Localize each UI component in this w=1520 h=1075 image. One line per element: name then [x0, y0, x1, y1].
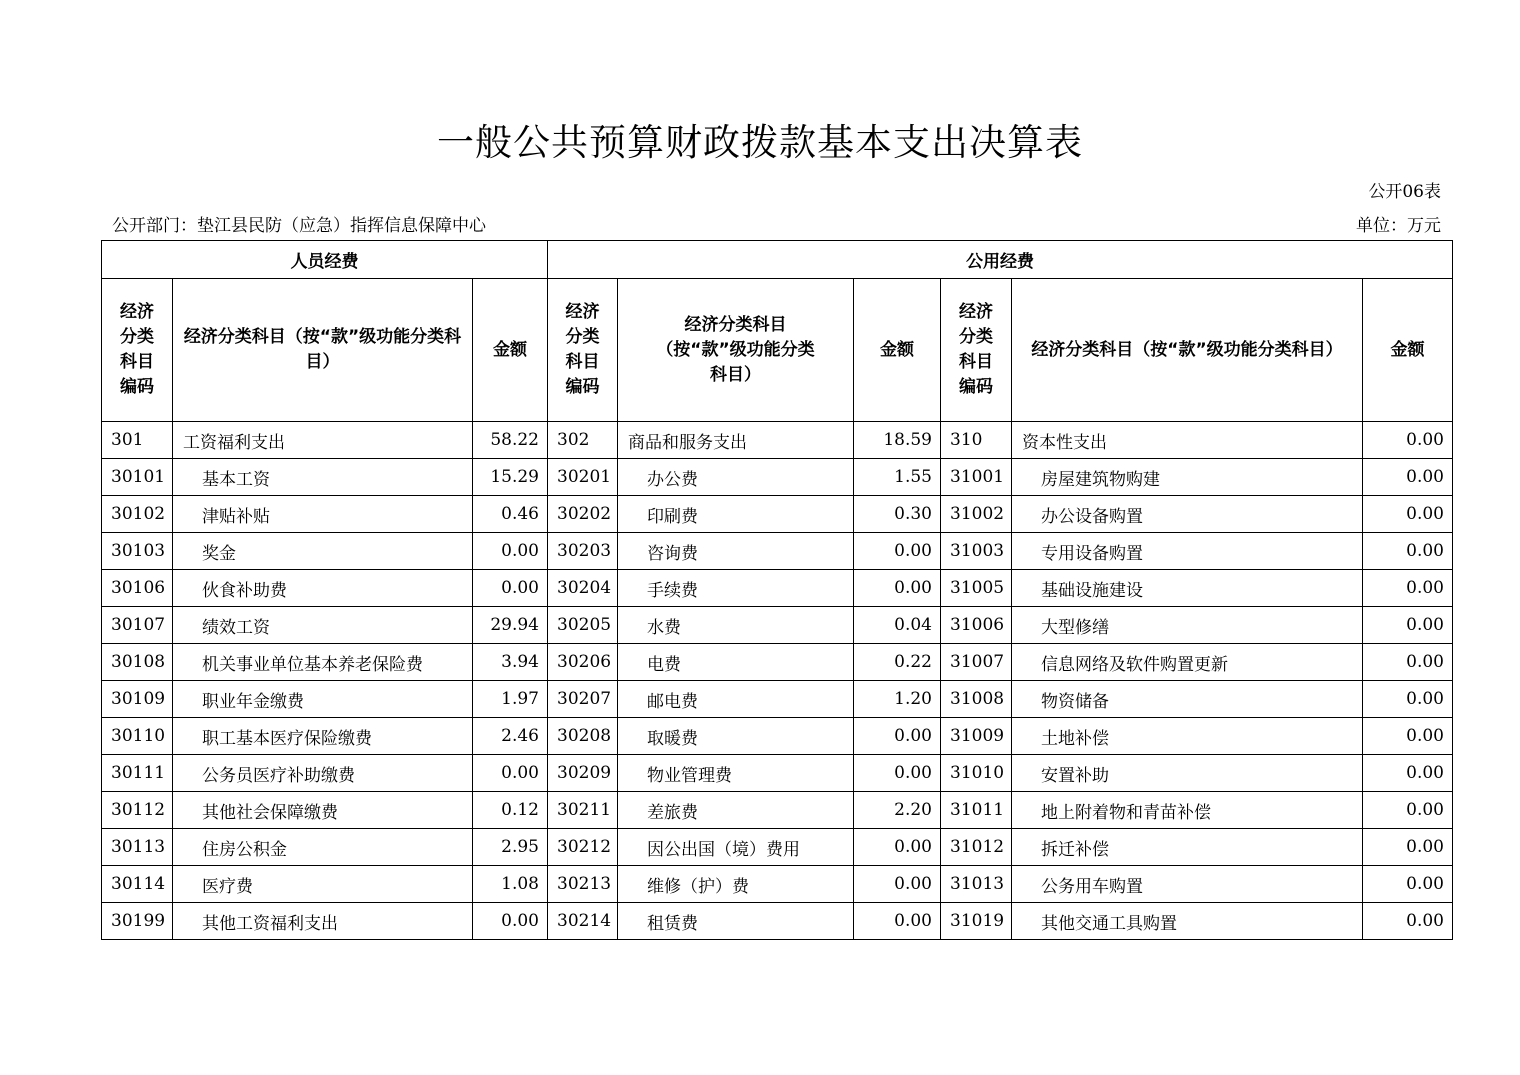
code-cell: 30199 — [102, 903, 173, 940]
name-cell: 其他社会保障缴费 — [173, 792, 473, 829]
amount-cell: 0.00 — [854, 903, 941, 940]
expenditure-table — [101, 240, 1453, 940]
name-cell: 工资福利支出 — [173, 422, 473, 459]
table-row — [102, 755, 1453, 792]
header-amount-3: 金额 — [1363, 279, 1453, 422]
name-cell: 邮电费 — [618, 681, 854, 718]
amount-cell: 1.20 — [854, 681, 941, 718]
amount-cell: 0.00 — [1363, 459, 1453, 496]
code-cell: 31002 — [941, 496, 1012, 533]
amount-cell: 1.08 — [473, 866, 548, 903]
amount-cell: 0.00 — [1363, 829, 1453, 866]
amount-cell: 29.94 — [473, 607, 548, 644]
table-row — [102, 422, 1453, 459]
amount-cell: 0.00 — [1363, 422, 1453, 459]
header-code-3: 经济分类科目编码 — [941, 279, 1012, 422]
name-cell: 房屋建筑物购建 — [1012, 459, 1363, 496]
form-number: 公开06表 — [1368, 182, 1441, 202]
amount-cell: 1.55 — [854, 459, 941, 496]
code-cell: 30112 — [102, 792, 173, 829]
amount-cell: 15.29 — [473, 459, 548, 496]
code-cell: 30203 — [548, 533, 618, 570]
amount-cell: 0.00 — [854, 829, 941, 866]
header-code-2: 经济分类科目编码 — [548, 279, 618, 422]
code-cell: 30108 — [102, 644, 173, 681]
header-name-1: 经济分类科目（按“款”级功能分类科目） — [173, 279, 473, 422]
code-cell: 31012 — [941, 829, 1012, 866]
name-cell: 办公设备购置 — [1012, 496, 1363, 533]
amount-cell: 0.00 — [1363, 681, 1453, 718]
amount-cell: 0.00 — [1363, 644, 1453, 681]
name-cell: 地上附着物和青苗补偿 — [1012, 792, 1363, 829]
group-personnel-header: 人员经费 — [102, 241, 548, 279]
amount-cell: 0.22 — [854, 644, 941, 681]
name-cell: 基本工资 — [173, 459, 473, 496]
amount-cell: 0.00 — [854, 570, 941, 607]
header-amount-2: 金额 — [854, 279, 941, 422]
table-row — [102, 570, 1453, 607]
code-cell: 30207 — [548, 681, 618, 718]
amount-cell: 0.00 — [1363, 792, 1453, 829]
name-cell: 公务员医疗补助缴费 — [173, 755, 473, 792]
code-cell: 301 — [102, 422, 173, 459]
name-cell: 印刷费 — [618, 496, 854, 533]
name-cell: 奖金 — [173, 533, 473, 570]
name-cell: 安置补助 — [1012, 755, 1363, 792]
name-cell: 物业管理费 — [618, 755, 854, 792]
name-cell: 差旅费 — [618, 792, 854, 829]
name-cell: 物资储备 — [1012, 681, 1363, 718]
name-cell: 大型修缮 — [1012, 607, 1363, 644]
department-label: 公开部门：垫江县民防（应急）指挥信息保障中心 — [112, 216, 486, 236]
name-cell: 电费 — [618, 644, 854, 681]
name-cell: 职业年金缴费 — [173, 681, 473, 718]
code-cell: 30103 — [102, 533, 173, 570]
code-cell: 30214 — [548, 903, 618, 940]
name-cell: 基础设施建设 — [1012, 570, 1363, 607]
amount-cell: 0.00 — [1363, 718, 1453, 755]
amount-cell: 0.00 — [1363, 903, 1453, 940]
amount-cell: 0.30 — [854, 496, 941, 533]
code-cell: 30204 — [548, 570, 618, 607]
name-cell: 职工基本医疗保险缴费 — [173, 718, 473, 755]
code-cell: 30113 — [102, 829, 173, 866]
code-cell: 30101 — [102, 459, 173, 496]
name-cell: 其他交通工具购置 — [1012, 903, 1363, 940]
header-name-2: 经济分类科目（按“款”级功能分类科目） — [618, 279, 854, 422]
code-cell: 31008 — [941, 681, 1012, 718]
name-cell: 信息网络及软件购置更新 — [1012, 644, 1363, 681]
name-cell: 专用设备购置 — [1012, 533, 1363, 570]
table-row — [102, 644, 1453, 681]
code-cell: 31007 — [941, 644, 1012, 681]
amount-cell: 0.00 — [473, 533, 548, 570]
name-cell: 住房公积金 — [173, 829, 473, 866]
code-cell: 31006 — [941, 607, 1012, 644]
code-cell: 30213 — [548, 866, 618, 903]
table-row — [102, 607, 1453, 644]
code-cell: 30111 — [102, 755, 173, 792]
amount-cell: 0.00 — [854, 755, 941, 792]
amount-cell: 0.00 — [1363, 866, 1453, 903]
name-cell: 伙食补助费 — [173, 570, 473, 607]
code-cell: 30106 — [102, 570, 173, 607]
header-name-3: 经济分类科目（按“款”级功能分类科目） — [1012, 279, 1363, 422]
code-cell: 30209 — [548, 755, 618, 792]
amount-cell: 0.04 — [854, 607, 941, 644]
amount-cell: 0.00 — [1363, 755, 1453, 792]
code-cell: 30208 — [548, 718, 618, 755]
amount-cell: 0.00 — [473, 755, 548, 792]
code-cell: 30110 — [102, 718, 173, 755]
code-cell: 30107 — [102, 607, 173, 644]
code-cell: 31001 — [941, 459, 1012, 496]
code-cell: 31010 — [941, 755, 1012, 792]
name-cell: 资本性支出 — [1012, 422, 1363, 459]
code-cell: 30109 — [102, 681, 173, 718]
amount-cell: 3.94 — [473, 644, 548, 681]
table-row — [102, 903, 1453, 940]
name-cell: 土地补偿 — [1012, 718, 1363, 755]
amount-cell: 0.46 — [473, 496, 548, 533]
code-cell: 30212 — [548, 829, 618, 866]
table-row — [102, 792, 1453, 829]
name-cell: 津贴补贴 — [173, 496, 473, 533]
code-cell: 31005 — [941, 570, 1012, 607]
amount-cell: 2.46 — [473, 718, 548, 755]
amount-cell: 0.00 — [473, 570, 548, 607]
header-amount-1: 金额 — [473, 279, 548, 422]
name-cell: 办公费 — [618, 459, 854, 496]
unit-label: 单位：万元 — [1356, 216, 1441, 236]
amount-cell: 2.95 — [473, 829, 548, 866]
name-cell: 租赁费 — [618, 903, 854, 940]
name-cell: 绩效工资 — [173, 607, 473, 644]
code-cell: 31009 — [941, 718, 1012, 755]
amount-cell: 18.59 — [854, 422, 941, 459]
code-cell: 30114 — [102, 866, 173, 903]
table-row — [102, 866, 1453, 903]
code-cell: 310 — [941, 422, 1012, 459]
code-cell: 30102 — [102, 496, 173, 533]
header-code-1: 经济分类科目编码 — [102, 279, 173, 422]
code-cell: 30206 — [548, 644, 618, 681]
table-row — [102, 681, 1453, 718]
table-row — [102, 718, 1453, 755]
code-cell: 302 — [548, 422, 618, 459]
amount-cell: 0.00 — [1363, 533, 1453, 570]
amount-cell: 0.00 — [1363, 607, 1453, 644]
name-cell: 因公出国（境）费用 — [618, 829, 854, 866]
amount-cell: 58.22 — [473, 422, 548, 459]
name-cell: 商品和服务支出 — [618, 422, 854, 459]
table-row — [102, 533, 1453, 570]
amount-cell: 0.00 — [854, 533, 941, 570]
table-row — [102, 829, 1453, 866]
table-row — [102, 496, 1453, 533]
name-cell: 机关事业单位基本养老保险费 — [173, 644, 473, 681]
amount-cell: 0.00 — [854, 866, 941, 903]
group-public-header: 公用经费 — [548, 241, 1453, 279]
name-cell: 医疗费 — [173, 866, 473, 903]
code-cell: 31011 — [941, 792, 1012, 829]
table-row — [102, 459, 1453, 496]
code-cell: 31003 — [941, 533, 1012, 570]
amount-cell: 1.97 — [473, 681, 548, 718]
amount-cell: 0.00 — [1363, 570, 1453, 607]
name-cell: 其他工资福利支出 — [173, 903, 473, 940]
amount-cell: 0.00 — [854, 718, 941, 755]
name-cell: 手续费 — [618, 570, 854, 607]
code-cell: 31013 — [941, 866, 1012, 903]
name-cell: 拆迁补偿 — [1012, 829, 1363, 866]
amount-cell: 2.20 — [854, 792, 941, 829]
amount-cell: 0.00 — [1363, 496, 1453, 533]
code-cell: 30202 — [548, 496, 618, 533]
name-cell: 公务用车购置 — [1012, 866, 1363, 903]
code-cell: 30211 — [548, 792, 618, 829]
amount-cell: 0.00 — [473, 903, 548, 940]
code-cell: 30205 — [548, 607, 618, 644]
name-cell: 水费 — [618, 607, 854, 644]
code-cell: 31019 — [941, 903, 1012, 940]
code-cell: 30201 — [548, 459, 618, 496]
name-cell: 取暖费 — [618, 718, 854, 755]
amount-cell: 0.12 — [473, 792, 548, 829]
name-cell: 维修（护）费 — [618, 866, 854, 903]
page-title: 一般公共预算财政拨款基本支出决算表 — [437, 121, 1083, 164]
name-cell: 咨询费 — [618, 533, 854, 570]
